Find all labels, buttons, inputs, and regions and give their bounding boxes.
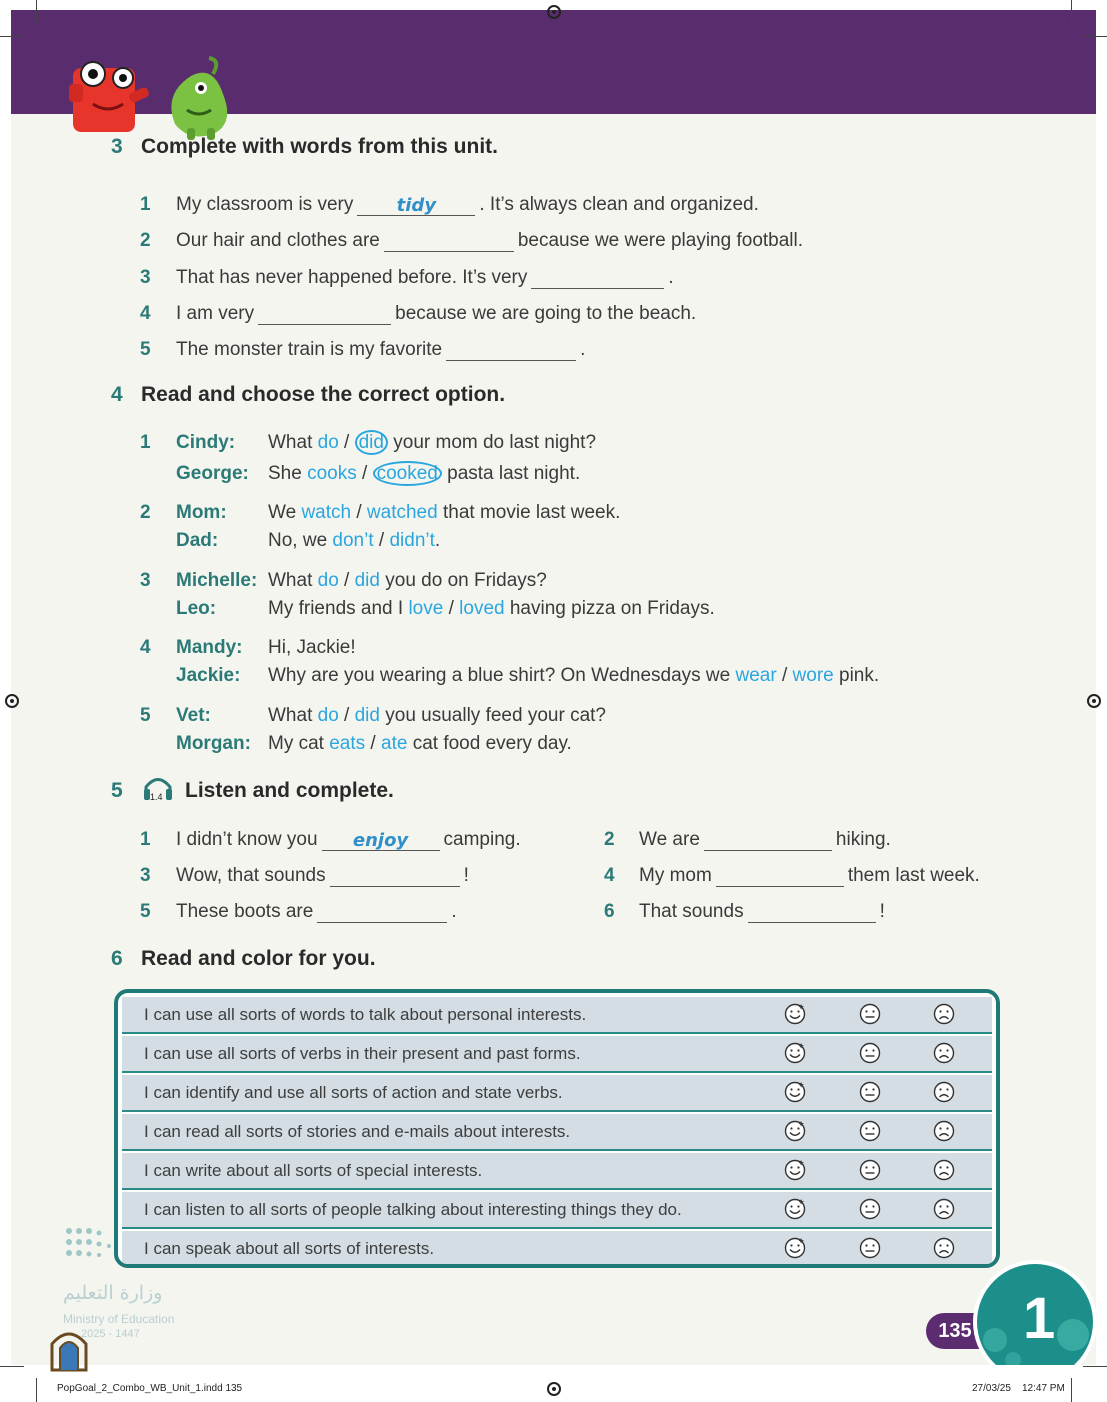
item-text-before: My mom: [639, 865, 712, 886]
item-text-after: camping.: [443, 829, 521, 850]
option-2[interactable]: wore: [792, 665, 834, 686]
item-text-after: .: [580, 339, 586, 360]
dialogue-line: [268, 530, 440, 552]
registration-mark-icon: [547, 5, 561, 19]
item-number: 4: [140, 637, 151, 658]
item-number: 6: [604, 901, 615, 922]
dialogue-line: [268, 665, 879, 687]
answer-blank[interactable]: [704, 830, 832, 851]
option-1[interactable]: wear: [735, 665, 777, 686]
answer-blank[interactable]: [330, 866, 460, 887]
neutral-face-icon[interactable]: [859, 1198, 881, 1220]
crop-mark: [1083, 36, 1107, 37]
crop-mark: [0, 36, 24, 37]
option-separator: /: [776, 665, 793, 686]
item-text-before: Wow, that sounds: [176, 865, 326, 886]
audio-track-label: 1.4: [150, 792, 163, 802]
neutral-face-icon[interactable]: [859, 1003, 881, 1025]
item-number: 1: [140, 432, 151, 453]
neutral-face-icon[interactable]: [859, 1120, 881, 1142]
option-1[interactable]: cooks: [307, 463, 357, 484]
exercise-3-title: Complete with words from this unit.: [141, 135, 498, 158]
exercise-6-number: 6: [111, 947, 123, 970]
speaker-name: Mandy:: [176, 637, 243, 658]
footer-time: 12:47 PM: [1022, 1383, 1065, 1394]
item-text-before: That has never happened before. It’s very: [176, 267, 528, 288]
item-number: 5: [140, 705, 151, 726]
item-number: 5: [140, 339, 151, 360]
happy-face-icon[interactable]: [784, 1237, 806, 1259]
item-text-before: These boots are: [176, 901, 314, 922]
workbook-page: [11, 10, 1096, 1365]
option-1[interactable]: love: [408, 598, 444, 619]
item-text-after: because we are going to the beach.: [395, 303, 697, 324]
option-1[interactable]: do: [317, 705, 339, 726]
answer-blank[interactable]: tidy: [357, 195, 475, 216]
crop-mark: [0, 1366, 24, 1367]
line-text: cat food every day.: [407, 733, 572, 754]
assessment-statement: I can write about all sorts of special interests.: [144, 1160, 483, 1180]
item-number: 1: [140, 194, 151, 215]
item-number: 2: [140, 502, 151, 523]
speaker-name: Cindy:: [176, 432, 236, 453]
exercise-5-item: [639, 897, 885, 927]
line-text: pasta last night.: [441, 463, 581, 484]
assessment-row: [122, 1192, 992, 1229]
answer-blank[interactable]: [258, 304, 391, 325]
happy-face-icon[interactable]: [784, 1120, 806, 1142]
item-number: 4: [140, 303, 151, 324]
exercise-3-item: [176, 335, 585, 365]
option-separator: /: [338, 570, 355, 591]
ministry-year-text: 2025 - 1447: [81, 1328, 140, 1340]
item-text-after: .: [668, 267, 674, 288]
speaker-name: Vet:: [176, 705, 211, 726]
option-separator: /: [338, 705, 355, 726]
dialogue-line: [268, 570, 547, 592]
answer-blank[interactable]: [531, 268, 664, 289]
exercise-3-number: 3: [111, 135, 123, 158]
unit-number: 1: [1023, 1286, 1056, 1351]
registration-mark-icon: [1087, 694, 1101, 708]
item-number: 2: [604, 829, 615, 850]
red-monster-icon: [69, 62, 150, 132]
answer-blank[interactable]: [317, 902, 447, 923]
exercise-3-item: [176, 190, 759, 220]
line-text: .: [434, 530, 441, 551]
happy-face-icon[interactable]: [784, 1198, 806, 1220]
speaker-name: Michelle:: [176, 570, 258, 591]
dialogue-line: [268, 598, 715, 620]
line-text: you do on Fridays?: [379, 570, 547, 591]
assessment-statement: I can listen to all sorts of people talking about interesting things they do.: [144, 1199, 682, 1219]
dialogue-line: [268, 733, 572, 755]
happy-face-icon[interactable]: [784, 1159, 806, 1181]
neutral-face-icon[interactable]: [859, 1081, 881, 1103]
assessment-statement: I can use all sorts of words to talk about personal interests.: [144, 1004, 587, 1024]
dialogue-line: [268, 502, 620, 524]
self-assessment-table: [114, 989, 1000, 1268]
option-2-circled[interactable]: did: [355, 430, 388, 455]
green-monster-icon: [171, 58, 227, 140]
dialogue-line: [268, 432, 596, 454]
assessment-row: [122, 997, 992, 1034]
item-number: 5: [140, 901, 151, 922]
item-text-after: because we were playing football.: [517, 230, 804, 251]
assessment-statement: I can read all sorts of stories and e-mails about interests.: [144, 1121, 571, 1141]
line-text: We: [268, 502, 302, 523]
speaker-name: Mom:: [176, 502, 227, 523]
option-2[interactable]: did: [354, 570, 380, 591]
item-text-after: them last week.: [847, 865, 980, 886]
item-number: 1: [140, 829, 151, 850]
option-2[interactable]: didn’t: [389, 530, 435, 551]
sad-face-icon[interactable]: [933, 1237, 955, 1259]
line-text: having pizza on Fridays.: [504, 598, 715, 619]
option-2[interactable]: ate: [381, 733, 408, 754]
line-text: What: [268, 570, 318, 591]
speaker-name: Dad:: [176, 530, 219, 551]
speaker-name: George:: [176, 463, 249, 484]
answer-blank[interactable]: enjoy: [322, 830, 440, 851]
exercise-4-title: Read and choose the correct option.: [141, 383, 506, 406]
crop-mark: [1071, 1378, 1072, 1402]
option-1[interactable]: do: [317, 570, 339, 591]
exercise-5-item: [176, 825, 521, 855]
assessment-statement: I can use all sorts of verbs in their present and past forms.: [144, 1043, 581, 1063]
item-text-before: The monster train is my favorite: [176, 339, 443, 360]
happy-face-icon[interactable]: [784, 1081, 806, 1103]
neutral-face-icon[interactable]: [859, 1159, 881, 1181]
item-number: 2: [140, 230, 151, 251]
footer-file-info: PopGoal_2_Combo_WB_Unit_1.indd 135: [57, 1383, 243, 1394]
registration-mark-icon: [5, 694, 19, 708]
line-text: She: [268, 463, 308, 484]
option-separator: /: [365, 733, 381, 754]
line-text: My cat: [268, 733, 330, 754]
item-text-after: !: [879, 901, 885, 922]
line-text: Why are you wearing a blue shirt? On Wednesdays we: [268, 665, 736, 686]
unit-badge: [973, 1260, 1096, 1365]
dialogue-line: [268, 705, 606, 727]
item-number: 4: [604, 865, 615, 886]
speaker-name: Jackie:: [176, 665, 241, 686]
item-number: 3: [140, 865, 151, 886]
item-text-before: I didn’t know you: [176, 829, 318, 850]
option-separator: /: [338, 432, 355, 453]
monster-mascots-illustration: [63, 54, 238, 140]
line-text: you usually feed your cat?: [379, 705, 606, 726]
assessment-statement: I can identify and use all sorts of action and state verbs.: [144, 1082, 563, 1102]
sad-face-icon[interactable]: [933, 1120, 955, 1142]
footer-date: 27/03/25: [972, 1383, 1011, 1394]
option-2[interactable]: loved: [459, 598, 505, 619]
assessment-row: [122, 1036, 992, 1073]
option-separator: /: [356, 463, 373, 484]
neutral-face-icon[interactable]: [859, 1237, 881, 1259]
line-text: that movie last week.: [437, 502, 621, 523]
speaker-name: Leo:: [176, 598, 217, 619]
option-separator: /: [373, 530, 390, 551]
exercise-5-item: [639, 825, 891, 855]
item-text-before: We are: [639, 829, 700, 850]
ministry-english-text: Ministry of Education: [63, 1312, 175, 1326]
neutral-face-icon[interactable]: [859, 1042, 881, 1064]
line-text: No, we: [268, 530, 333, 551]
page-number-badge: 135: [926, 1313, 984, 1349]
option-2[interactable]: did: [354, 705, 380, 726]
sad-face-icon[interactable]: [933, 1198, 955, 1220]
option-separator: /: [351, 502, 367, 523]
option-2-circled[interactable]: cooked: [373, 461, 442, 486]
answer-blank[interactable]: [446, 340, 576, 361]
line-text: pink.: [833, 665, 880, 686]
item-text-before: My classroom is very: [176, 194, 354, 215]
item-text-after: . It’s always clean and organized.: [479, 194, 759, 215]
answer-blank[interactable]: [384, 231, 514, 252]
exercise-5-item: [176, 861, 469, 891]
registration-mark-icon: [547, 1382, 561, 1396]
answer-blank[interactable]: [716, 866, 844, 887]
option-1[interactable]: don’t: [332, 530, 374, 551]
assessment-row: [122, 1231, 992, 1268]
assessment-statement: I can speak about all sorts of interests.: [144, 1238, 435, 1258]
crop-mark: [1083, 1366, 1107, 1367]
item-text-after: .: [451, 901, 457, 922]
item-number: 3: [140, 570, 151, 591]
item-text-after: !: [463, 865, 469, 886]
exercise-3-item: [176, 299, 696, 329]
dialogue-line: [268, 463, 580, 485]
exercise-3-item: [176, 263, 674, 293]
crop-mark: [1071, 0, 1072, 22]
sad-face-icon[interactable]: [933, 1003, 955, 1025]
ministry-arabic-text: وزارة التعليم: [63, 1282, 163, 1304]
item-text-before: I am very: [176, 303, 255, 324]
option-1[interactable]: eats: [329, 733, 366, 754]
exercise-6-title: Read and color for you.: [141, 947, 376, 970]
exercise-5-title: Listen and complete.: [185, 779, 394, 802]
sad-face-icon[interactable]: [933, 1042, 955, 1064]
speaker-name: Morgan:: [176, 733, 251, 754]
option-1[interactable]: watch: [301, 502, 352, 523]
item-number: 3: [140, 267, 151, 288]
line-text: your mom do last night?: [387, 432, 597, 453]
school-logo-icon: [46, 1326, 92, 1374]
exercise-5-item: [176, 897, 457, 927]
exercise-3-item: [176, 226, 803, 256]
option-1[interactable]: do: [317, 432, 339, 453]
item-text-before: Our hair and clothes are: [176, 230, 380, 251]
assessment-row: [122, 1153, 992, 1190]
sad-face-icon[interactable]: [933, 1081, 955, 1103]
happy-face-icon[interactable]: [784, 1003, 806, 1025]
happy-face-icon[interactable]: [784, 1042, 806, 1064]
line-text: My friends and I: [268, 598, 409, 619]
dots-decoration: [63, 1225, 183, 1265]
answer-blank[interactable]: [748, 902, 876, 923]
item-text-after: hiking.: [835, 829, 891, 850]
option-separator: /: [443, 598, 460, 619]
assessment-row: [122, 1075, 992, 1112]
sad-face-icon[interactable]: [933, 1159, 955, 1181]
crop-mark: [36, 1378, 37, 1402]
crop-mark: [36, 0, 37, 22]
exercise-5-item: [639, 861, 980, 891]
dialogue-line: [268, 637, 356, 659]
exercise-5-number: 5: [111, 779, 123, 802]
line-text: Hi, Jackie!: [268, 637, 356, 658]
option-2[interactable]: watched: [366, 502, 438, 523]
item-text-before: That sounds: [639, 901, 744, 922]
line-text: What: [268, 432, 318, 453]
exercise-4-number: 4: [111, 383, 123, 406]
assessment-row: [122, 1114, 992, 1151]
line-text: What: [268, 705, 318, 726]
